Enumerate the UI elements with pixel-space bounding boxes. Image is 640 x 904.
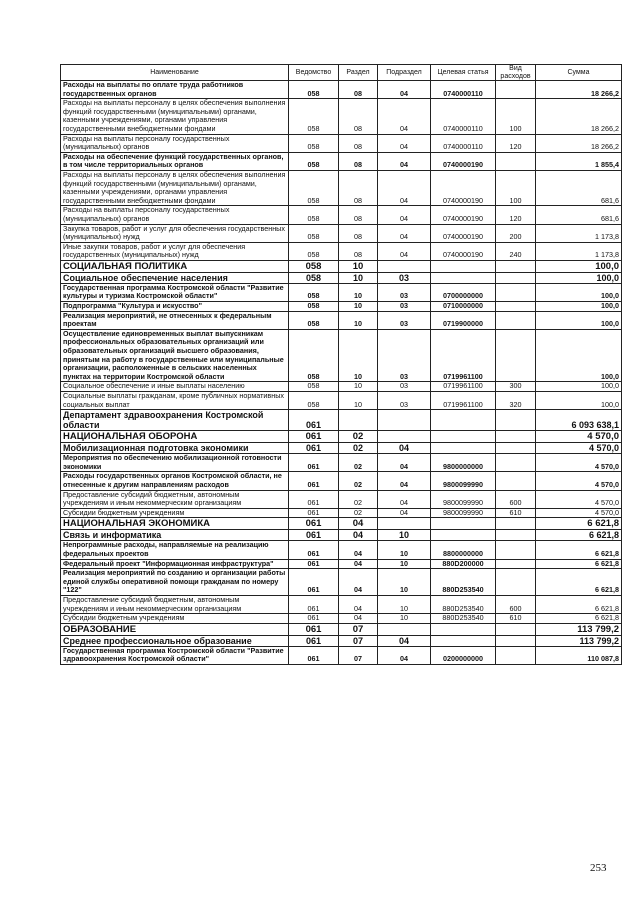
cell-type [496,272,536,283]
cell-type: 600 [496,490,536,508]
cell-name: Предоставление субсидий бюджетным, автономным учреждениям и иным некоммерческим организациям [61,595,289,613]
cell-type [496,431,536,443]
table-row [61,472,622,490]
table-row [61,242,622,260]
cell-type [496,623,536,635]
cell-section: 04 [339,569,378,596]
cell-dept: 061 [289,530,339,541]
cell-subsection [378,431,431,443]
cell-target: 0719961100 [431,392,496,410]
cell-section: 02 [339,490,378,508]
cell-dept: 061 [289,508,339,518]
cell-target: 9800099990 [431,508,496,518]
cell-subsection [378,623,431,635]
page-number: 253 [590,862,607,874]
cell-dept: 061 [289,595,339,613]
cell-sum: 4 570,0 [536,472,622,490]
cell-name: Осуществление единовременных выплат выпускникам профессиональных образовательных организаций или образовательных организаций высшего образования, принятым на работу в государственные или муниципальные организации, расположенные в сельских населенных пунктах на территории Костромской области [61,329,289,382]
table-row [61,614,622,624]
cell-section: 07 [339,635,378,646]
cell-name: НАЦИОНАЛЬНАЯ ЭКОНОМИКА [61,518,289,530]
cell-name: Мобилизационная подготовка экономики [61,443,289,454]
cell-sum: 100,0 [536,311,622,329]
cell-sum: 681,6 [536,170,622,205]
cell-target: 0719900000 [431,311,496,329]
cell-type [496,311,536,329]
cell-subsection: 04 [378,224,431,242]
cell-subsection: 03 [378,392,431,410]
cell-sum: 6 621,8 [536,530,622,541]
cell-dept: 061 [289,569,339,596]
cell-sum: 18 266,2 [536,134,622,152]
cell-section: 10 [339,329,378,382]
cell-target: 0740000190 [431,206,496,224]
table-row [61,410,622,431]
table-row [61,302,622,312]
cell-dept: 061 [289,518,339,530]
cell-sum: 4 570,0 [536,443,622,454]
cell-dept: 061 [289,431,339,443]
cell-subsection: 03 [378,302,431,312]
cell-dept: 061 [289,443,339,454]
cell-subsection: 04 [378,81,431,99]
cell-section: 10 [339,382,378,392]
cell-sum: 4 570,0 [536,508,622,518]
cell-dept: 058 [289,134,339,152]
cell-subsection: 03 [378,272,431,283]
cell-type [496,329,536,382]
header-dept: Ведомство [289,65,339,81]
cell-name: Расходы на выплаты персоналу государственных (муниципальных) органов [61,206,289,224]
cell-type: 300 [496,382,536,392]
table-row [61,99,622,134]
cell-type: 120 [496,206,536,224]
table-row [61,392,622,410]
cell-dept: 061 [289,490,339,508]
cell-type [496,646,536,664]
cell-target: 0710000000 [431,302,496,312]
cell-name: Закупка товаров, работ и услуг для обеспечения государственных (муниципальных) нужд [61,224,289,242]
cell-subsection: 04 [378,134,431,152]
cell-name: Подпрограмма "Культура и искусство" [61,302,289,312]
table-row [61,454,622,472]
header-sum: Сумма [536,65,622,81]
cell-section: 08 [339,206,378,224]
cell-subsection [378,518,431,530]
cell-name: Государственная программа Костромской области "Развитие здравоохранения Костромской области" [61,646,289,664]
cell-dept: 058 [289,392,339,410]
cell-target: 880D200000 [431,559,496,569]
cell-sum: 113 799,2 [536,623,622,635]
cell-dept: 058 [289,382,339,392]
cell-dept: 058 [289,152,339,170]
cell-sum: 18 266,2 [536,81,622,99]
cell-name: Реализация мероприятий, не отнесенных к федеральным проектам [61,311,289,329]
cell-dept: 061 [289,646,339,664]
cell-sum: 113 799,2 [536,635,622,646]
cell-target [431,431,496,443]
header-name: Наименование [61,65,289,81]
cell-subsection: 04 [378,206,431,224]
cell-type [496,472,536,490]
cell-dept: 061 [289,623,339,635]
cell-type [496,635,536,646]
cell-name: Непрограммные расходы, направляемые на реализацию федеральных проектов [61,541,289,559]
cell-subsection: 04 [378,490,431,508]
cell-type [496,559,536,569]
cell-type [496,152,536,170]
cell-section [339,410,378,431]
cell-subsection: 10 [378,569,431,596]
cell-type [496,260,536,272]
table-row [61,283,622,301]
cell-target [431,623,496,635]
table-row [61,569,622,596]
cell-name: СОЦИАЛЬНАЯ ПОЛИТИКА [61,260,289,272]
table-row [61,134,622,152]
cell-target: 0740000190 [431,152,496,170]
cell-section: 08 [339,99,378,134]
cell-dept: 061 [289,541,339,559]
cell-target: 0719961100 [431,382,496,392]
cell-section: 10 [339,302,378,312]
cell-type [496,302,536,312]
table-row [61,541,622,559]
cell-section: 02 [339,454,378,472]
cell-section: 08 [339,81,378,99]
cell-sum: 100,0 [536,272,622,283]
table-row [61,623,622,635]
cell-dept: 061 [289,410,339,431]
cell-type [496,530,536,541]
table-row [61,508,622,518]
cell-sum: 6 621,8 [536,614,622,624]
cell-dept: 058 [289,242,339,260]
cell-type [496,81,536,99]
cell-name: Связь и информатика [61,530,289,541]
cell-target: 9800099990 [431,490,496,508]
cell-type: 610 [496,614,536,624]
table-row [61,635,622,646]
cell-section: 07 [339,623,378,635]
cell-name: Социальные выплаты гражданам, кроме публичных нормативных социальных выплат [61,392,289,410]
cell-target: 9800000000 [431,454,496,472]
cell-sum: 18 266,2 [536,99,622,134]
cell-type [496,443,536,454]
table-row [61,595,622,613]
cell-subsection: 04 [378,646,431,664]
cell-target: 0700000000 [431,283,496,301]
cell-target: 0740000110 [431,134,496,152]
cell-type [496,541,536,559]
cell-target: 880D253540 [431,614,496,624]
cell-subsection: 10 [378,541,431,559]
cell-name: Субсидии бюджетным учреждениям [61,614,289,624]
cell-dept: 058 [289,283,339,301]
cell-target: 8800000000 [431,541,496,559]
cell-section: 04 [339,559,378,569]
cell-section: 10 [339,260,378,272]
table-row [61,329,622,382]
cell-dept: 058 [289,329,339,382]
table-row [61,170,622,205]
cell-name: Предоставление субсидий бюджетным, автономным учреждениям и иным некоммерческим организациям [61,490,289,508]
cell-sum: 4 570,0 [536,454,622,472]
cell-dept: 058 [289,272,339,283]
cell-section: 02 [339,443,378,454]
cell-section: 02 [339,508,378,518]
cell-subsection: 04 [378,99,431,134]
cell-name: Федеральный проект "Информационная инфраструктура" [61,559,289,569]
cell-dept: 061 [289,559,339,569]
cell-subsection: 10 [378,595,431,613]
cell-subsection: 03 [378,329,431,382]
cell-section: 10 [339,311,378,329]
cell-sum: 6 621,8 [536,559,622,569]
cell-type [496,569,536,596]
cell-sum: 100,0 [536,260,622,272]
table-row [61,443,622,454]
cell-section: 02 [339,431,378,443]
table-row [61,311,622,329]
cell-target: 880D253540 [431,569,496,596]
table-row [61,206,622,224]
cell-name: Государственная программа Костромской области "Развитие культуры и туризма Костромской области" [61,283,289,301]
cell-sum: 1 855,4 [536,152,622,170]
cell-target [431,443,496,454]
cell-section: 08 [339,170,378,205]
cell-type [496,283,536,301]
cell-section: 04 [339,541,378,559]
cell-dept: 061 [289,635,339,646]
cell-sum: 6 621,8 [536,518,622,530]
cell-sum: 6 621,8 [536,595,622,613]
header-section: Раздел [339,65,378,81]
cell-subsection: 04 [378,152,431,170]
cell-subsection: 04 [378,170,431,205]
cell-sum: 100,0 [536,392,622,410]
cell-subsection [378,410,431,431]
cell-type: 100 [496,99,536,134]
cell-dept: 058 [289,302,339,312]
cell-subsection: 04 [378,635,431,646]
cell-subsection: 04 [378,472,431,490]
cell-section: 04 [339,518,378,530]
cell-sum: 6 093 638,1 [536,410,622,431]
header-target: Целевая статья [431,65,496,81]
cell-name: Реализация мероприятий по созданию и организации работы единой службы оперативной помощи гражданам по номеру "122" [61,569,289,596]
cell-name: Социальное обеспечение населения [61,272,289,283]
header-type: Вид расходов [496,65,536,81]
cell-sum: 6 621,8 [536,541,622,559]
cell-type [496,410,536,431]
cell-section: 08 [339,134,378,152]
table-row [61,382,622,392]
cell-sum: 100,0 [536,382,622,392]
cell-type: 240 [496,242,536,260]
cell-section: 10 [339,283,378,301]
cell-sum: 681,6 [536,206,622,224]
table-row [61,530,622,541]
cell-target [431,272,496,283]
cell-type [496,518,536,530]
table-row [61,559,622,569]
cell-target: 0740000110 [431,99,496,134]
cell-subsection: 04 [378,508,431,518]
cell-section: 08 [339,224,378,242]
cell-dept: 058 [289,170,339,205]
table-row [61,518,622,530]
cell-type: 120 [496,134,536,152]
cell-target: 0719961100 [431,329,496,382]
cell-name: НАЦИОНАЛЬНАЯ ОБОРОНА [61,431,289,443]
cell-subsection: 04 [378,443,431,454]
table-row [61,490,622,508]
table-row [61,646,622,664]
cell-type: 610 [496,508,536,518]
cell-sum: 110 087,8 [536,646,622,664]
cell-name: Расходы на обеспечение функций государственных органов, в том числе территориальных органов [61,152,289,170]
cell-name: Расходы на выплаты персоналу в целях обеспечения выполнения функций государственными (муниципальными) органами, казенными учреждениями, органами управления государственными внебюджетными фондами [61,99,289,134]
table-row [61,272,622,283]
cell-name: Иные закупки товаров, работ и услуг для обеспечения государственных (муниципальных) нужд [61,242,289,260]
cell-name: Расходы на выплаты персоналу в целях обеспечения выполнения функций государственными (муниципальными) органами, казенными учреждениями, органами управления государственными внебюджетными фондами [61,170,289,205]
cell-target [431,530,496,541]
cell-type: 200 [496,224,536,242]
cell-section: 04 [339,595,378,613]
cell-dept: 058 [289,81,339,99]
table-row [61,152,622,170]
cell-name: ОБРАЗОВАНИЕ [61,623,289,635]
cell-name: Расходы государственных органов Костромской области, не отнесенные к другим направлениям расходов [61,472,289,490]
table-row [61,431,622,443]
cell-target: 880D253540 [431,595,496,613]
cell-type: 600 [496,595,536,613]
cell-subsection: 10 [378,559,431,569]
cell-section: 08 [339,152,378,170]
cell-target [431,635,496,646]
cell-sum: 100,0 [536,329,622,382]
cell-section: 08 [339,242,378,260]
cell-section: 02 [339,472,378,490]
cell-name: Субсидии бюджетным учреждениям [61,508,289,518]
cell-sum: 4 570,0 [536,490,622,508]
cell-sum: 100,0 [536,302,622,312]
cell-name: Расходы на выплаты по оплате труда работников государственных органов [61,81,289,99]
cell-name: Среднее профессиональное образование [61,635,289,646]
cell-subsection: 04 [378,242,431,260]
cell-subsection: 03 [378,382,431,392]
cell-target [431,518,496,530]
cell-subsection: 03 [378,283,431,301]
cell-target: 0740000110 [431,81,496,99]
cell-dept: 061 [289,472,339,490]
cell-target: 0740000190 [431,170,496,205]
cell-target: 0740000190 [431,242,496,260]
table-header-row [61,65,622,81]
table-row [61,81,622,99]
cell-sum: 1 173,8 [536,224,622,242]
cell-subsection: 03 [378,311,431,329]
cell-section: 10 [339,392,378,410]
cell-section: 10 [339,272,378,283]
cell-type: 100 [496,170,536,205]
cell-type [496,454,536,472]
cell-section: 04 [339,614,378,624]
cell-subsection: 10 [378,614,431,624]
cell-section: 04 [339,530,378,541]
cell-name: Департамент здравоохранения Костромской области [61,410,289,431]
cell-subsection [378,260,431,272]
cell-dept: 058 [289,206,339,224]
cell-target [431,260,496,272]
header-subsection: Подраздел [378,65,431,81]
cell-dept: 058 [289,99,339,134]
cell-dept: 061 [289,454,339,472]
cell-subsection: 04 [378,454,431,472]
table-row [61,260,622,272]
cell-sum: 6 621,8 [536,569,622,596]
table-row [61,224,622,242]
cell-target: 9800099990 [431,472,496,490]
cell-name: Мероприятия по обеспечению мобилизационной готовности экономики [61,454,289,472]
cell-type: 320 [496,392,536,410]
cell-sum: 4 570,0 [536,431,622,443]
cell-dept: 061 [289,614,339,624]
cell-target [431,410,496,431]
cell-sum: 1 173,8 [536,242,622,260]
cell-name: Расходы на выплаты персоналу государственных (муниципальных) органов [61,134,289,152]
cell-dept: 058 [289,260,339,272]
cell-target: 0200000000 [431,646,496,664]
cell-target: 0740000190 [431,224,496,242]
cell-sum: 100,0 [536,283,622,301]
budget-table [60,64,622,665]
cell-name: Социальное обеспечение и иные выплаты населению [61,382,289,392]
cell-dept: 058 [289,224,339,242]
cell-subsection: 10 [378,530,431,541]
cell-dept: 058 [289,311,339,329]
cell-section: 07 [339,646,378,664]
